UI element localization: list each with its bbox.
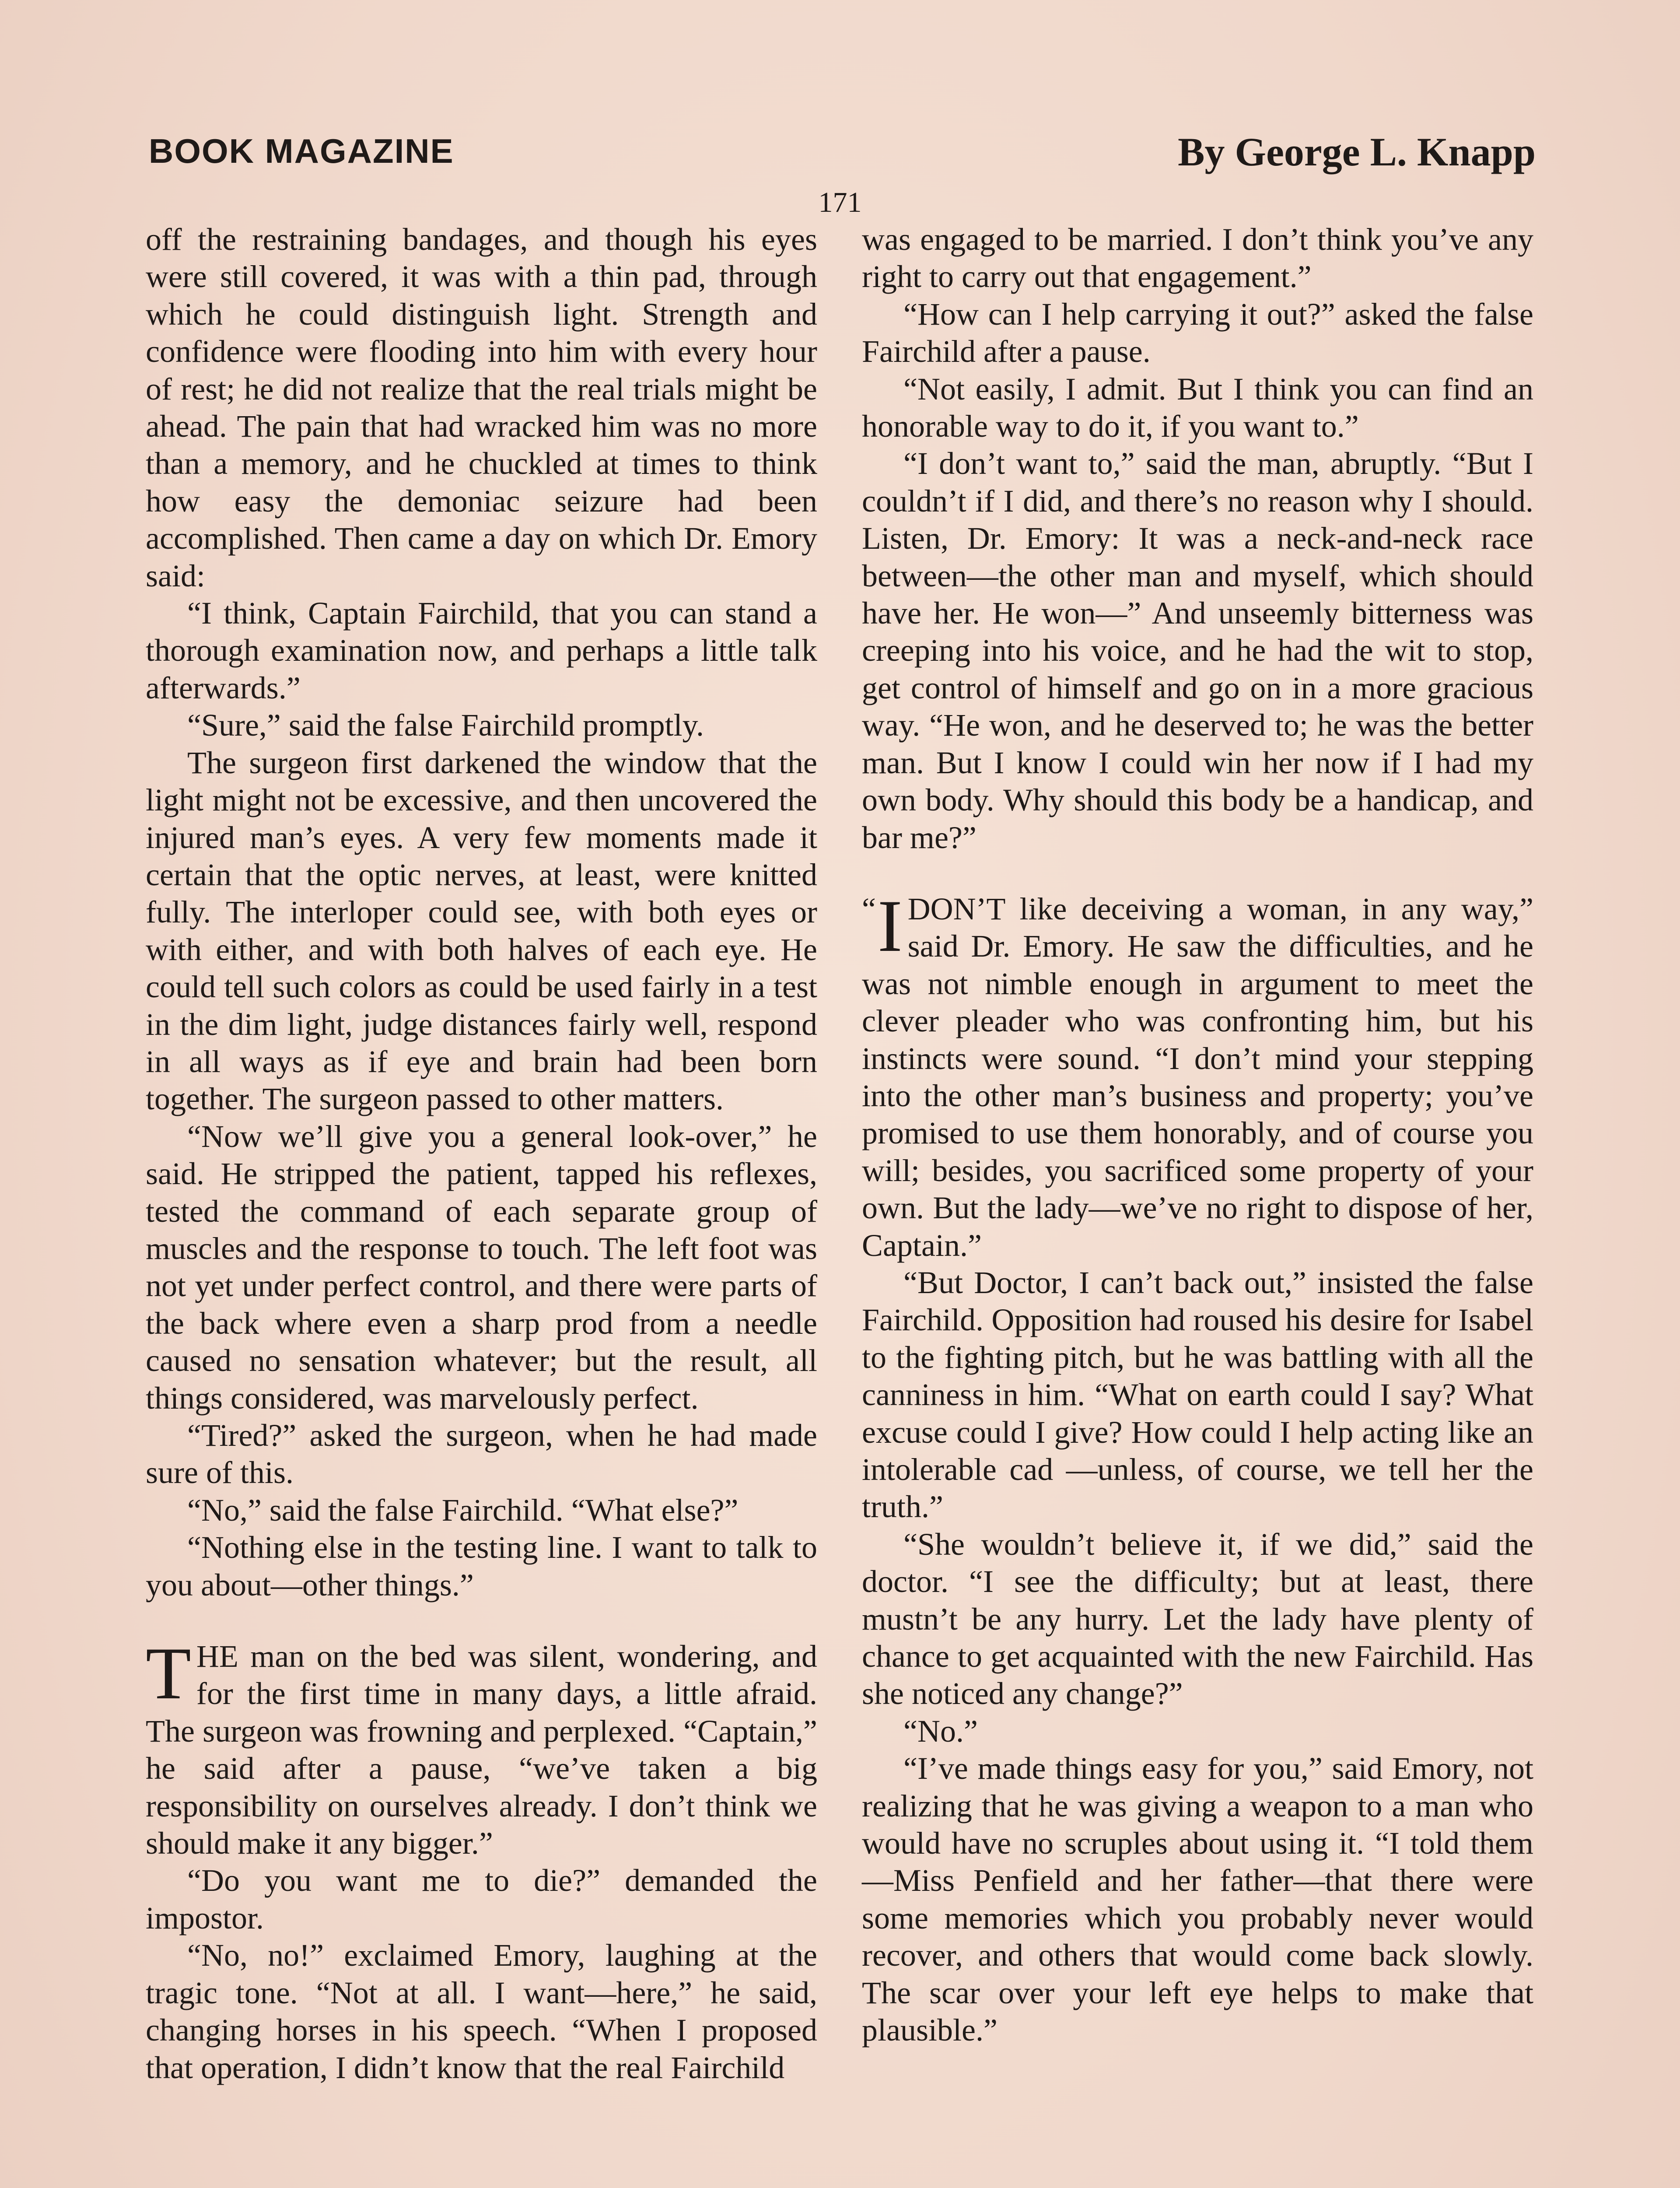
paragraph: “Sure,” said the false Fairchild promptly. [187,708,704,743]
section-opening-paragraph [146,1632,817,1862]
paragraph: “I think, Captain Fairchild, that you can stand a thorough examination now, and perhaps a little talk afterwards.” [146,596,817,705]
paragraph: “But Doctor, I can’t back out,” insisted the false Fairchild. Opposition had roused his desire for Isabel to the fighting pitch, but he was battling with all the canniness in him. “What on earth could I say? What excuse could I give? How could I help acting like an intolerable cad —unless, of course, we tell her the truth.” [862,1265,1533,1525]
magazine-title: BOOK MAGAZINE [149,132,454,170]
page-number: 171 [818,186,862,218]
paragraph: “Nothing else in the testing line. I want to talk to you about—other things.” [146,1530,817,1602]
author-byline: By George L. Knapp [1178,130,1536,174]
paragraph: “Tired?” asked the surgeon, when he had made sure of this. [146,1418,817,1490]
left-column [146,221,817,2086]
paragraph: “I’ve made things easy for you,” said Emory, not realizing that he was giving a weapon to a man who would have no scruples about using it. “I told them—Miss Penfield and her father—that there were some memories which you probably never would recover, and others that would come back slowly. The scar over your left eye helps to make that plausible.” [862,1751,1533,2048]
paragraph: “Do you want me to die?” demanded the impostor. [146,1863,817,1936]
paragraph: “How can I help carrying it out?” asked the false Fairchild after a pause. [862,296,1533,369]
section-opening-text: DON’T like deceiving a woman, in any way,” said Dr. Emory. He saw the difficulties, and he was not nimble enough in argument to meet the clever pleader who was confronting him, but his instincts were sound. “I don’t mind your stepping into the other man’s business and property; you’ve promised to use them honorably, and of course you will; besides, you sacrificed some property of your own. But the lady—we’ve no right to dispose of her, Captain.” [862,891,1533,1263]
paragraph: “No,” said the false Fairchild. “What else?” [187,1492,738,1528]
running-head [149,131,1536,184]
paragraph: “Now we’ll give you a general look-over,” he said. He stripped the patient, tapped his reflexes, tested the command of each separate group of muscles and the response to touch. The left foot was not yet under perfect control, and there were parts of the back where even a sharp prod from a needle caused no sensation whatever; but the result, all things considered, was marvelously perfect. [146,1119,817,1416]
drop-cap: I [877,884,903,967]
paragraph: “I don’t want to,” said the man, abruptly. “But I couldn’t if I did, and there’s no reason why I should. Listen, Dr. Emory: It was a neck-and-neck race between—the other man and myself, which should have her. He won—” And unseemly bitterness was creeping into his voice, and he had the wit to stop, get control of himself and go on in a more gracious way. “He won, and he deserved to; he was the better man. But I know I could win her now if I had my own body. Why should this body be a handicap, and bar me?” [862,446,1533,855]
section-opening-text: HE man on the bed was silent, wondering, and for the first time in many days, a little afraid. The surgeon was frowning and perplexed. “Captain,” he said after a pause, “we’ve taken a big responsibility on ourselves already. I don’t think we should make it any bigger.” [146,1639,817,1861]
right-column [862,221,1533,2049]
paragraph: “Not easily, I admit. But I think you can find an honorable way to do it, if you want to.” [862,371,1533,444]
paragraph: The surgeon first darkened the window that the light might not be excessive, and then uncovered the injured man’s eyes. A very few moments made it certain that the optic nerves, at least, were knitted fully. The interloper could see, with both eyes or with either, and with both halves of each eye. He could tell such colors as could be used fairly in a test in the dim light, judge distances fairly well, respond in all ways as if eye and brain had been born together. The surgeon passed to other matters. [146,745,817,1117]
paragraph: “No.” [903,1713,978,1749]
drop-cap: T [146,1632,191,1715]
paragraph: “No, no!” exclaimed Emory, laughing at the tragic tone. “Not at all. I want—here,” he said, changing horses in his speech. “When I proposed that operation, I didn’t know that the real Fairchild [146,1938,817,2085]
paragraph: was engaged to be married. I don’t think you’ve any right to carry out that engagement.” [862,222,1533,295]
opening-quote-mark: “ [862,891,876,926]
paragraph: “She wouldn’t believe it, if we did,” said the doctor. “I see the difficulty; but at least, there mustn’t be any hurry. Let the lady have plenty of chance to get acquainted with the new Fairchild. Has she noticed any change?” [862,1526,1533,1711]
section-opening-paragraph [862,884,1533,1264]
paragraph: off the restraining bandages, and though his eyes were still covered, it was with a thin pad, through which he could distinguish light. Strength and confidence were flooding into him with every hour of rest; he did not realize that the real trials might be ahead. The pain that had wracked him was no more than a memory, and he chuckled at times to think how easy the demoniac seizure had been accomplished. Then came a day on which Dr. Emory said: [146,222,817,593]
